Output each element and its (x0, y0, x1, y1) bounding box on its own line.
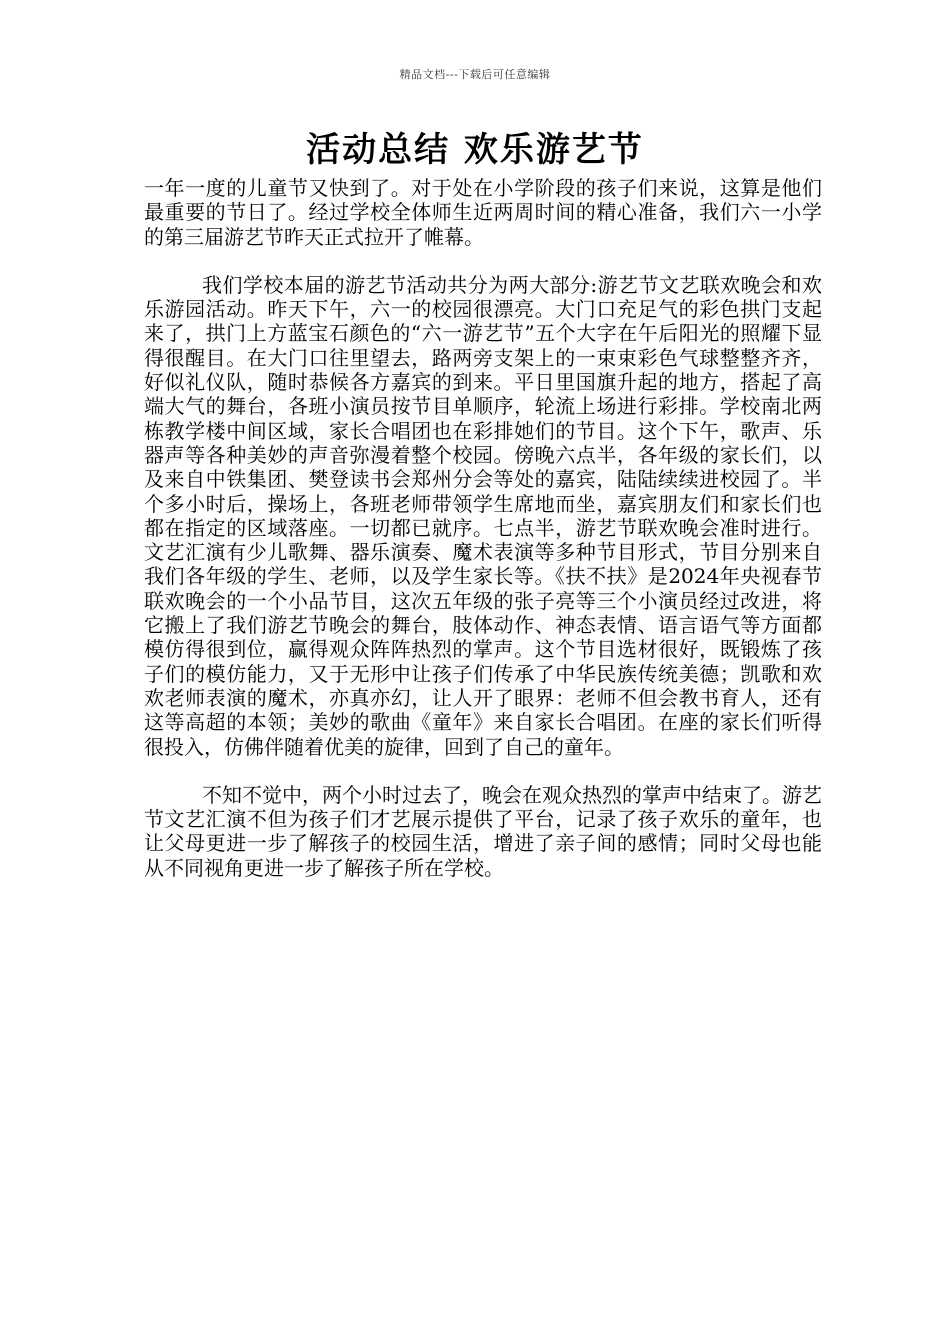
header-note: 精品文档---下载后可任意编辑 (399, 68, 551, 81)
paragraph-event-details: 我们学校本届的游艺节活动共分为两大部分:游艺节文艺联欢晚会和欢乐游园活动。昨天下午，六一的校园很漂亮。大门口充足气的彩色拱门支起来了，拱门上方蓝宝石颜色的“六一游艺节”五个大字在午后阳光的照耀下显得很醒目。在大门口往里望去，路两旁支架上的一束束彩色气球整整齐齐，好似礼仪队，随时恭候各方嘉宾的到来。平日里国旗升起的地方，搭起了高端大气的舞台，各班小演员按节目单顺序，轮流上场进行彩排。学校南北两栋教学楼中间区域，家长合唱团也在彩排她们的节目。这个下午，歌声、乐器声等各种美妙的声音弥漫着整个校园。傍晚六点半，各年级的家长们，以及来自中铁集团、樊登读书会郑州分会等处的嘉宾，陆陆续续进校园了。半个多小时后，操场上，各班老师带领学生席地而坐，嘉宾朋友们和家长们也都在指定的区域落座。一切都已就序。七点半，游艺节联欢晚会准时进行。文艺汇演有少儿歌舞、器乐演奏、魔术表演等多种节目形式，节目分别来自我们各年级的学生、老师，以及学生家长等。《扶不扶》是2024年央视春节联欢晚会的一个小品节目，这次五年级的张子亮等三个小演员经过改进，将它搬上了我们游艺节晚会的舞台，肢体动作、神态表情、语言语气等方面都模仿得很到位，赢得观众阵阵热烈的掌声。这个节目选材很好，既锻炼了孩子们的模仿能力，又于无形中让孩子们传承了中华民族传统美德；凯歌和欢欢老师表演的魔术，亦真亦幻，让人开了眼界：老师不但会教书育人，还有这等高超的本领；美妙的歌曲《童年》来自家长合唱团。在座的家长们听得很投入，仿佛伴随着优美的旋律，回到了自己的童年。 (144, 272, 822, 759)
document-title: 活动总结 欢乐游艺节 (306, 130, 644, 170)
document-body (144, 176, 822, 904)
paragraph-intro: 一年一度的儿童节又快到了。对于处在小学阶段的孩子们来说，这算是他们最重要的节日了。经过学校全体师生近两周时间的精心准备，我们六一小学的第三届游艺节昨天正式拉开了帷幕。 (144, 176, 822, 249)
paragraph-conclusion: 不知不觉中，两个小时过去了，晚会在观众热烈的掌声中结束了。游艺节文艺汇演不但为孩子们才艺展示提供了平台，记录了孩子欢乐的童年，也让父母更进一步了解孩子的校园生活，增进了亲子间的感情；同时父母也能从不同视角更进一步了解孩子所在学校。 (144, 782, 822, 880)
